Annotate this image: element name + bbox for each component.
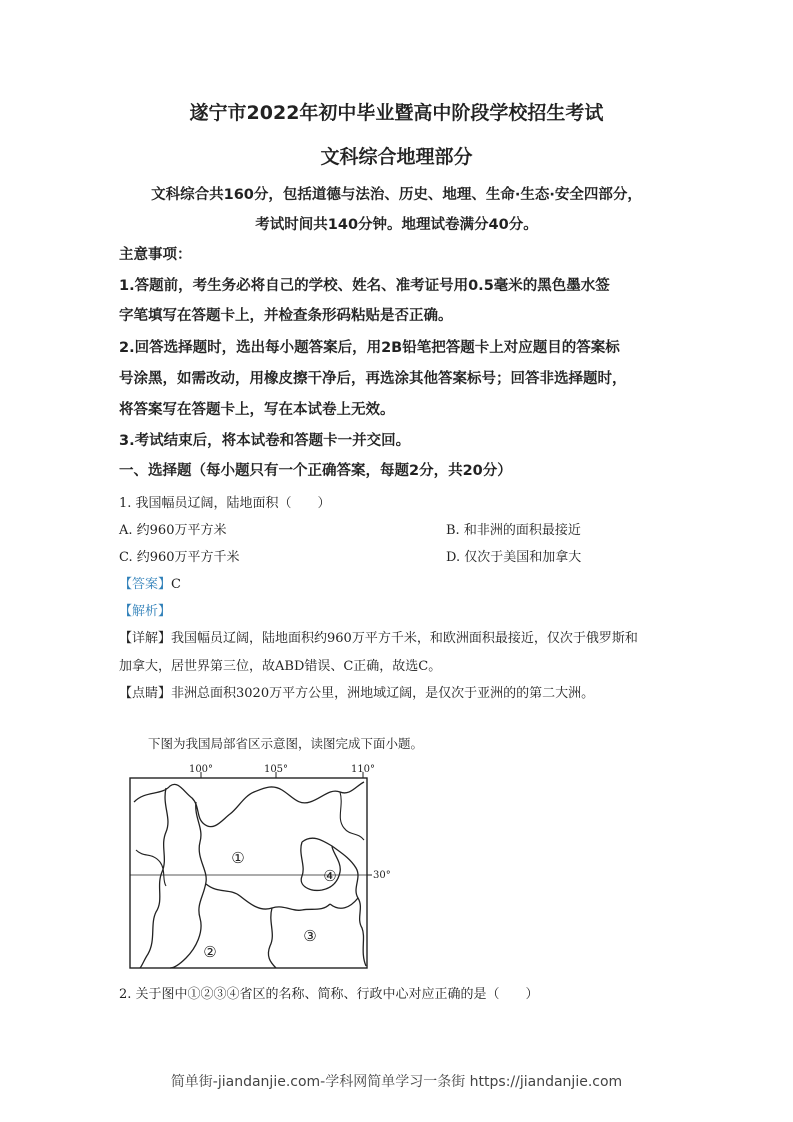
detail-tag: 【详解】 bbox=[119, 631, 172, 646]
section-heading: 一、选择题（每小题只有一个正确答案，每题2分，共20分） bbox=[119, 463, 512, 479]
q1-detail-line-2: 加拿大，居世界第三位，故ABD错误、C正确，故选C。 bbox=[119, 659, 442, 674]
lat-label-30: 30° bbox=[373, 870, 391, 881]
exam-title: 遂宁市2022年初中毕业暨高中阶段学校招生考试 bbox=[189, 102, 604, 124]
province-label-2: ② bbox=[203, 943, 217, 961]
note-1-line-2: 字笔填写在答题卡上，并检查条形码粘贴是否正确。 bbox=[119, 308, 453, 324]
yunnan-guizhou-boundary bbox=[268, 908, 276, 968]
sichuan-southern-boundary bbox=[206, 884, 330, 910]
eastern-boundary bbox=[302, 838, 366, 966]
note-3: 3.考试结束后，将本试卷和答题卡一并交回。 bbox=[119, 433, 411, 449]
intro-line-2: 考试时间共140分钟。地理试卷满分40分。 bbox=[255, 217, 538, 233]
note-2-line-2: 号涂黑，如需改动，用橡皮擦干净后，再选涂其他答案标号；回答非选择题时， bbox=[119, 371, 627, 387]
note-1-line-1: 1.答题前，考生务必将自己的学校、姓名、准考证号用0.5毫米的黑色墨水签 bbox=[119, 278, 610, 294]
note-2-line-3: 将答案写在答题卡上，写在本试卷上无效。 bbox=[119, 402, 395, 418]
province-label-3: ③ bbox=[303, 927, 317, 945]
q1-option-b: B. 和非洲的面积最接近 bbox=[446, 523, 581, 538]
q1-option-d: D. 仅次于美国和加拿大 bbox=[446, 550, 582, 565]
footer-watermark: 简单街-jiandanjie.com-学科网简单学习一条街 https://jiandanjie.com bbox=[170, 1074, 623, 1090]
lon-label-105: 105° bbox=[263, 764, 289, 775]
lon-label-110: 110° bbox=[350, 764, 376, 775]
q1-option-a: A. 约960万平方米 bbox=[119, 523, 227, 538]
q2-stem: 2. 关于图中①②③④省区的名称、简称、行政中心对应正确的是（ ） bbox=[119, 987, 539, 1002]
analysis-tag: 【解析】 bbox=[119, 604, 172, 619]
point-tag: 【点睛】 bbox=[119, 686, 172, 701]
q1-stem: 1. 我国幅员辽阔，陆地面积（ ） bbox=[119, 496, 331, 511]
q1-answer-row bbox=[119, 573, 181, 592]
detail-text-1: 我国幅员辽阔，陆地面积约960万平方千米，和欧洲面积最接近，仅次于俄罗斯和 bbox=[171, 631, 638, 646]
shaanxi-boundary bbox=[340, 792, 364, 840]
answer-tag: 【答案】 bbox=[119, 577, 172, 592]
intro-line-1: 文科综合共160分，包括道德与法治、历史、地理、生命·生态·安全四部分， bbox=[151, 187, 642, 203]
q1-point-row bbox=[119, 682, 594, 701]
point-text: 非洲总面积3020万平方公里，洲地域辽阔，是仅次于亚洲的的第二大洲。 bbox=[171, 686, 595, 701]
province-label-1: ① bbox=[231, 849, 245, 867]
map-caption: 下图为我国局部省区示意图，读图完成下面小题。 bbox=[148, 736, 424, 751]
lon-label-100: 100° bbox=[188, 764, 214, 775]
answer-value: C bbox=[171, 577, 181, 592]
q1-detail-line-1 bbox=[119, 627, 638, 646]
q1-option-c: C. 约960万平方千米 bbox=[119, 550, 240, 565]
sichuan-yunnan-boundary-west bbox=[170, 802, 206, 968]
note-2-line-1: 2.回答选择题时，选出每小题答案后，用2B铅笔把答题卡上对应题目的答案标 bbox=[119, 340, 620, 356]
map-svg bbox=[126, 762, 396, 972]
tibet-inner-boundary bbox=[136, 850, 166, 886]
notes-heading: 主意事项： bbox=[119, 247, 192, 263]
exam-subtitle: 文科综合地理部分 bbox=[320, 146, 473, 168]
guizhou-northeast-boundary bbox=[330, 898, 358, 908]
province-map bbox=[126, 762, 396, 972]
province-label-4: ④ bbox=[323, 867, 337, 885]
